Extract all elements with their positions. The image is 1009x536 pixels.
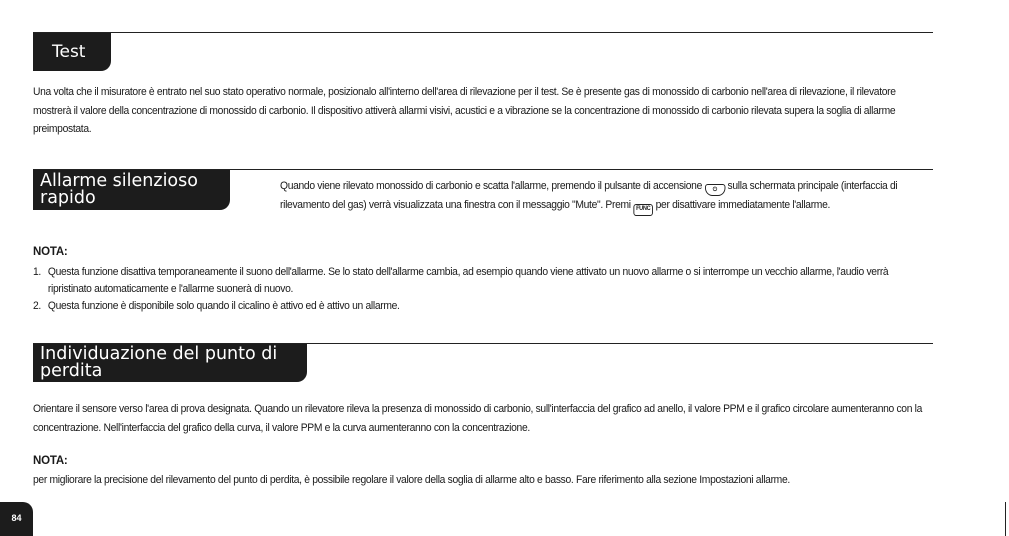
silent-alarm-notes — [33, 264, 933, 315]
note-number: 2. — [33, 300, 41, 312]
section-title-test — [33, 33, 111, 71]
func-button-icon: FUNC — [633, 204, 653, 216]
note-text: Questa funzione disattiva temporaneamente il suono dell'allarme. Se lo stato dell'allarme cambia, ad esempio quando viene attivato un nuovo allarme o si interrompe un vecchio allarme, l'audio verrà ripristinato automaticamente e l'allarme suonerà di nuovo. — [47, 266, 889, 295]
page-number: 84 — [11, 513, 22, 523]
note-label-silent-alarm: NOTA: — [33, 246, 68, 258]
page-edge-line — [1005, 502, 1006, 536]
section-title-silent-alarm — [33, 170, 230, 210]
silent-alarm-text-1: Quando viene rilevato monossido di carbonio e scatta l'allarme, premendo il pulsante di accensione — [280, 180, 703, 192]
silent-alarm-text-3: per disattivare immediatamente l'allarme. — [655, 199, 831, 212]
section-title-leak — [33, 344, 307, 382]
note-label-leak: NOTA: — [33, 455, 68, 467]
note-item — [33, 264, 933, 298]
note-number: 1. — [33, 266, 41, 278]
page-number-tab — [0, 502, 33, 536]
silent-alarm-paragraph — [280, 177, 922, 216]
section-divider-test — [33, 32, 933, 33]
leak-paragraph: Orientare il sensore verso l'area di prova designata. Quando un rilevatore rileva la presenza di monossido di carbonio, sull'interfaccia del grafico ad anello, il valore PPM e il grafico circolare aumenteranno con la concentrazione. Nell'interfaccia del grafico della curva, il valore PPM e la curva aumenteranno con la concentrazione. — [33, 403, 923, 434]
note-text: Questa funzione è disponibile solo quando il cicalino è attivo ed è attivo un allarme. — [47, 300, 400, 312]
power-button-icon: ⏻ — [705, 184, 725, 196]
section-title-text: Individuazione del punto di perdita — [40, 343, 278, 381]
section-title-text: Test — [52, 41, 86, 62]
leak-note-text: per migliorare la precisione del rilevamento del punto di perdita, è possibile regolare il valore della soglia di allarme alto e basso. Fare riferimento alla sezione Impostazioni allarme. — [33, 474, 790, 486]
test-paragraph: Una volta che il misuratore è entrato nel suo stato operativo normale, posizionalo all'interno dell'area di rilevazione per il test. Se è presente gas di monossido di carbonio nell'area di rilevazione, il rilevatore mostrerà il valore della concentrazione di monossido di carbonio. Il dispositivo attiverà allarmi visivi, acustici e a vibrazione se la concentrazione di monossido di carbonio rilevata supera la soglia di allarme preimpostata. — [33, 86, 896, 135]
silent-alarm-text-2: sulla schermata principale (interfaccia di rilevamento del gas) verrà visualizzata una finestra con il messaggio "Mute". Premi — [280, 180, 898, 212]
note-item — [33, 298, 933, 315]
section-title-text: Allarme silenzioso rapido — [40, 170, 198, 208]
